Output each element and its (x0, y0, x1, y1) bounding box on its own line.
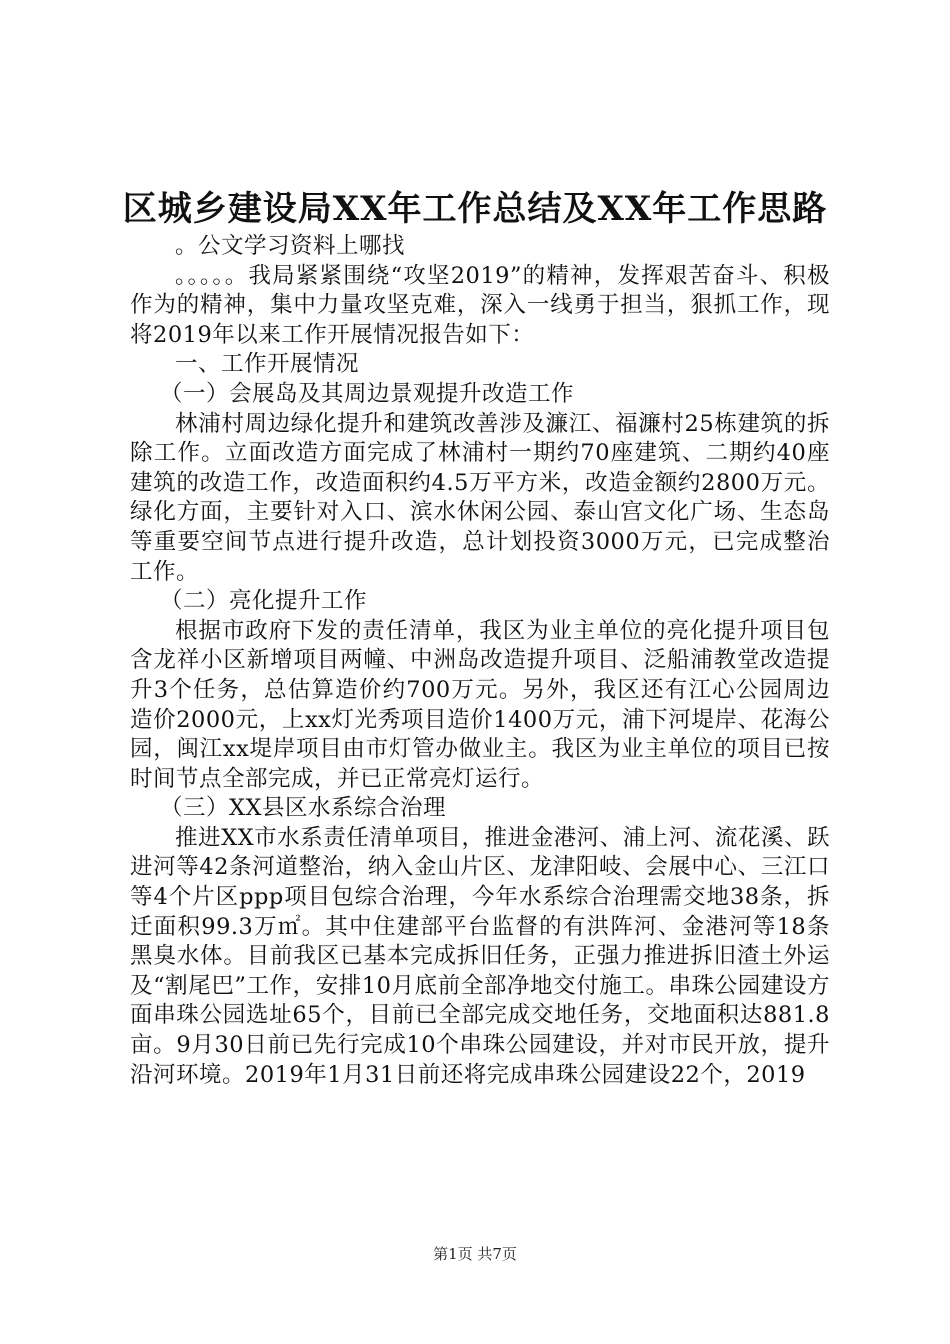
paragraph-water-system: 推进XX市水系责任清单项目，推进金港河、浦上河、流花溪、跃进河等42条河道整治，纳入金山片区、龙津阳岐、会展中心、三江口等4个片区ppp项目包综合治理，今年水系综合治理需交地38条，拆迁面积99.3万㎡。其中住建部平台监督的有洪阵河、金港河等18条黑臭水体。目前我区已基本完成拆旧任务，正强力推进拆旧渣土外运及“割尾巴”工作，安排10月底前全部净地交付施工。串珠公园建设方面串珠公园选址65个，目前已全部完成交地任务，交地面积达881.8亩。9月30日前已先行完成10个串珠公园建设，并对市民开放，提升沿河环境。2019年1月31日前还将完成串珠公园建设22个，2019 (130, 824, 830, 1088)
paragraph-lighting: 根据市政府下发的责任清单，我区为业主单位的亮化提升项目包含龙祥小区新增项目两幢、中洲岛改造提升项目、泛船浦教堂改造提升3个任务，总估算造价约700万元。另外，我区还有江心公园周边造价2000元，上xx灯光秀项目造价1400万元，浦下河堤岸、花海公园，闽江xx堤岸项目由市灯管办做业主。我区为业主单位的项目已按时间节点全部完成，并已正常亮灯运行。 (130, 617, 830, 792)
subsection-heading-water-system: （三）XX县区水系综合治理 (160, 795, 447, 822)
subsection-heading-exhibition-island: （一）会展岛及其周边景观提升改造工作 (160, 380, 575, 407)
paragraph-exhibition-island: 林浦村周边绿化提升和建筑改善涉及濂江、福濂村25栋建筑的拆除工作。立面改造方面完成了林浦村一期约70座建筑、二期约40座建筑的改造工作，改造面积约4.5万平方米，改造金额约2800万元。绿化方面，主要针对入口、滨水休闲公园、泰山宫文化广场、生态岛等重要空间节点进行提升改造，总计划投资3000万元，已完成整治工作。 (130, 410, 830, 585)
subsection-heading-lighting: （二）亮化提升工作 (160, 588, 368, 615)
document-body (130, 232, 830, 1090)
document-title: 区城乡建设局XX年工作总结及XX年工作思路 (122, 189, 828, 229)
paragraph-intro: 。。。。。我局紧紧围绕“攻坚2019”的精神，发挥艰苦奋斗、积极作为的精神，集中力量攻坚克难，深入一线勇于担当，狠抓工作，现将2019年以来工作开展情况报告如下： (130, 262, 830, 348)
section-heading-work-progress: 一、工作开展情况 (175, 351, 360, 378)
paragraph-source-note: 。公文学习资料上哪找 (175, 233, 406, 259)
page-footer: 第1页 共7页 (433, 1245, 517, 1263)
